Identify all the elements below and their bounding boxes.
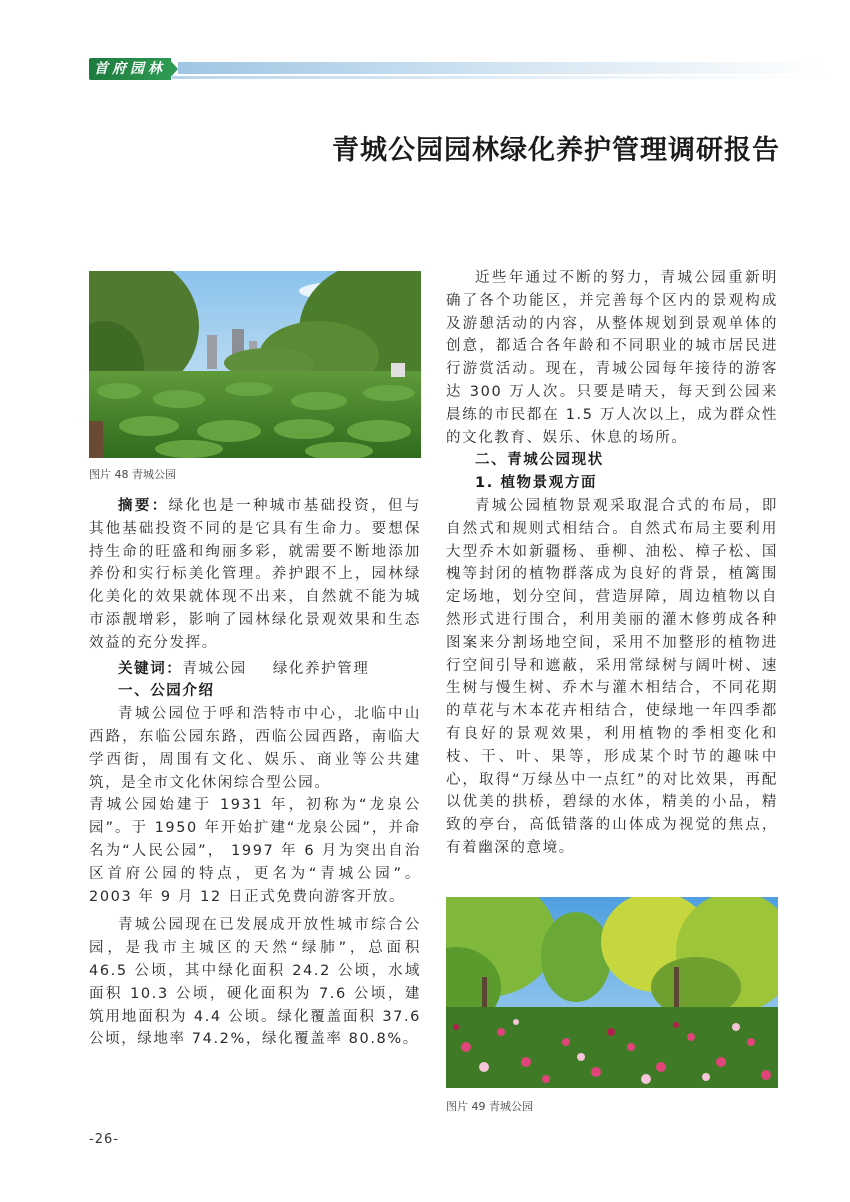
figure-49-caption: 图片 49 青城公园 [446, 1100, 533, 1113]
section-tag: 首府园林 [89, 58, 171, 80]
article-title: 青城公园园林绿化养护管理调研报告 [332, 135, 780, 166]
right-column [446, 267, 778, 860]
keyword-2: 绿化养护管理 [272, 660, 370, 677]
keywords-line [89, 658, 421, 681]
subsection-heading-plants: 1. 植物景观方面 [475, 475, 598, 492]
header-underline [172, 76, 822, 79]
header-gradient-bar [178, 62, 828, 74]
keywords-label: 关键词： [118, 660, 183, 677]
abstract-label: 摘要： [118, 498, 169, 514]
lotus-pond-photo [89, 271, 421, 458]
peony-garden-photo [446, 897, 778, 1088]
keyword-1: 青城公园 [182, 660, 247, 677]
paragraph-plant-landscape: 青城公园植物景观采取混合式的布局，即自然式和规则式相结合。自然式布局主要利用大型乔木如新疆杨、垂柳、油松、樟子松、国槐等封闭的植物群落成为良好的背景，植篱围定场地，划分空间，营造屏障，周边植物以自然形式进行围合，利用美丽的灌木修剪成各种图案来分割场地空间，采用不加整形的植物进行空间引导和遮蔽，采用常绿树与阔叶树、速生树与慢生树、乔木与灌木相结合，不同花期的草花与木本花卉相结合，使绿地一年四季都有良好的景观效果，利用植物的季相变化和枝、干、叶、果等，形成某个时节的趣味中心，取得“万绿丛中一点红”的对比效果，再配以优美的拱桥，碧绿的水体，精美的小品，精致的亭台，高低错落的山体成为视觉的焦点，有着幽深的意境。 [446, 497, 778, 856]
paragraph-area: 青城公园现在已发展成开放性城市综合公园，是我市主城区的天然“绿肺”，总面积 46.5 公顷，其中绿化面积 24.2 公顷，水域面积 10.3 公顷，硬化面积为 7.6 公顷，建筑用地面积为 4.4 公顷。绿化覆盖面积 37.6 公顷，绿地率 74.2%，绿化覆盖率 80.8%。 [89, 917, 421, 1048]
section-heading-1: 一、公园介绍 [118, 683, 215, 700]
paragraph-location: 青城公园位于呼和浩特市中心，北临中山西路，东临公园东路，西临公园西路，南临大学西街，周围有文化、娱乐、商业等公共建筑，是全市文化休闲综合型公园。 [89, 706, 421, 791]
figure-48-caption: 图片 48 青城公园 [89, 468, 176, 481]
abstract-paragraph [89, 495, 421, 655]
paragraph-history: 青城公园始建于 1931 年，初称为“龙泉公园”。于 1950 年开始扩建“龙泉公园”，并命名为“人民公园”， 1997 年 6 月为突出自治区首府公园的特点，更名为“青城公园”。2003 年 9 月 12 日正式免费向游客开放。 [89, 797, 421, 905]
paragraph-development: 近些年通过不断的努力，青城公园重新明确了各个功能区，并完善每个区内的景观构成及游憩活动的内容，从整体规划到景观单体的创意，都适合各年龄和不同职业的城市居民进行游赏活动。现在，青城公园每年接待的游客达 300 万人次。只要是晴天，每天到公园来晨练的市民都在 1.5 万人次以上，成为群众性的文化教育、娱乐、休息的场所。 [446, 270, 778, 446]
page-number: -26- [89, 1132, 119, 1147]
section-heading-2: 二、青城公园现状 [475, 452, 604, 469]
abstract-text: 绿化也是一种城市基础投资，但与其他基础投资不同的是它具有生命力。要想保持生命的旺盛和绚丽多彩，就需要不断地添加养份和实行标美化管理。养护跟不上，园林绿化美化的效果就体现不出来，自然就不能为城市添靓增彩，影响了园林绿化景观效果和生态效益的充分发挥。 [89, 498, 421, 651]
left-column [89, 495, 421, 1051]
